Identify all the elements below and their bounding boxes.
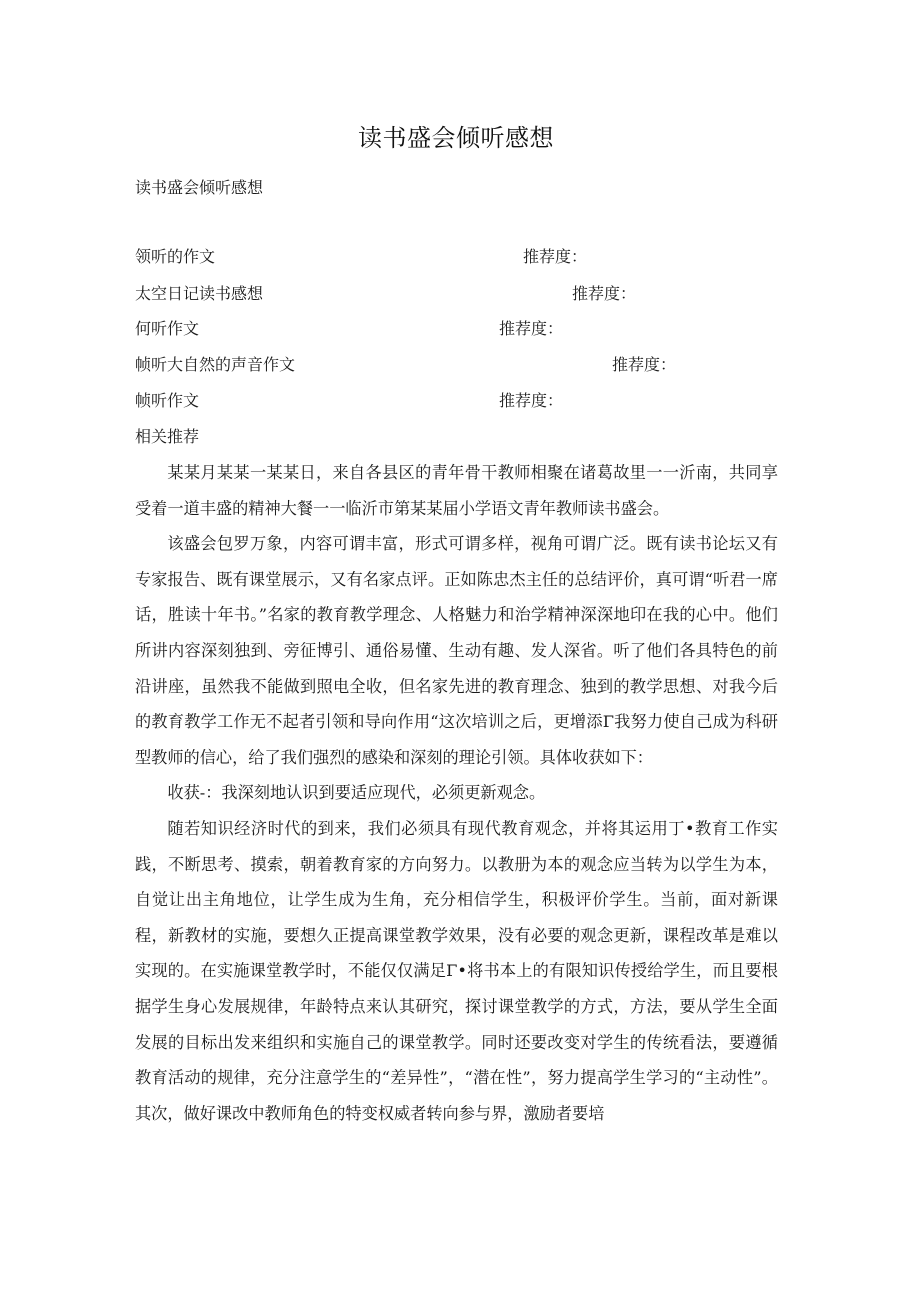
recommendation-row xyxy=(135,388,785,412)
body-paragraph: 该盛会包罗万象，内容可谓丰富，形式可谓多样，视角可谓广泛。既有读书论坛又有专家报告、既有课堂展示，又有名家点评。正如陈忠杰主任的总结评价，真可谓“听君一席话，胜读十年书。”名家的教育教学理念、人格魅力和治学精神深深地印在我的心中。他们所讲内容深刻独到、旁征博引、通俗易懂、生动有趣、发人深省。听了他们各具特色的前沿讲座，虽然我不能做到照电全收，但名家先进的教育理念、独到的教学思想、对我今后的教育教学工作无不起者引领和导向作用“这次培训之后，更增添Γ我努力使自己成为科研型教师的信心，给了我们强烈的感染和深刻的理论引领。具体收获如下： xyxy=(135,534,778,767)
recommendation-rating-label: 推荐度： xyxy=(499,391,564,410)
body-paragraph: 随若知识经济时代的到来，我们必须具有现代教育观念，并将其运用丁•教育工作实践，不断思考、摸索，朝着教育家的方向努力。以教册为本的观念应当转为以学生为本，自觉让出主角地位，让学生成为生角，充分相信学生，积极评价学生。当前，面对新课程，新教材的实施，要想久正提高课堂教学效果，没有必要的观念更新，课程改革是难以实现的。在实施课堂教学时，不能仅仅满足Γ•将书本上的有限知识传授给学生，而且要根据学生身心发展规律，年龄特点来认其研究，探讨课堂教学的方式，方法，要从学生全面发展的目标出发来组织和实施自己的课堂教学。同时还要改变对学生的传统看法，要遵循教育活动的规律，充分注意学生的“差异性”，“潜在性”，努力提高学生学习的“主动性”。其次，做好课改中教师角色的特变权威者转向参与界，激励者要培 xyxy=(135,818,778,1123)
page-title: 读书盛会倾听感想 xyxy=(358,124,554,152)
recommendation-rating-label: 推荐度： xyxy=(572,284,637,303)
article-body xyxy=(135,455,778,1131)
recommendation-title[interactable]: 帧听大自然的声音作文 xyxy=(135,355,296,374)
recommendation-row xyxy=(135,352,785,376)
document-subtitle: 读书盛会倾听感想 xyxy=(135,178,264,197)
recommendation-row xyxy=(135,316,785,340)
recommendation-row xyxy=(135,281,785,305)
recommendation-rating-label: 推荐度： xyxy=(612,355,677,374)
recommendation-title[interactable]: 何听作文 xyxy=(135,319,200,338)
body-paragraph: 某某月某某一某某日，来自各县区的青年骨干教师相聚在诸葛故里一一沂南，共同享受着一道丰盛的精神大餐一一临沂市第某某届小学语文青年教师读书盛会。 xyxy=(135,463,778,518)
recommendation-rating-label: 推荐度： xyxy=(499,319,564,338)
recommendation-title[interactable]: 太空日记读书感想 xyxy=(135,284,264,303)
body-paragraph: 收获-：我深刻地认识到要适应现代，必须更新观念。 xyxy=(167,783,546,803)
recommendation-rating-label: 推荐度： xyxy=(523,247,588,266)
related-heading: 相关推荐 xyxy=(135,427,200,446)
recommendation-title[interactable]: 帧听作文 xyxy=(135,391,200,410)
recommendation-row xyxy=(135,244,785,268)
recommendation-title[interactable]: 领听的作文 xyxy=(135,247,216,266)
